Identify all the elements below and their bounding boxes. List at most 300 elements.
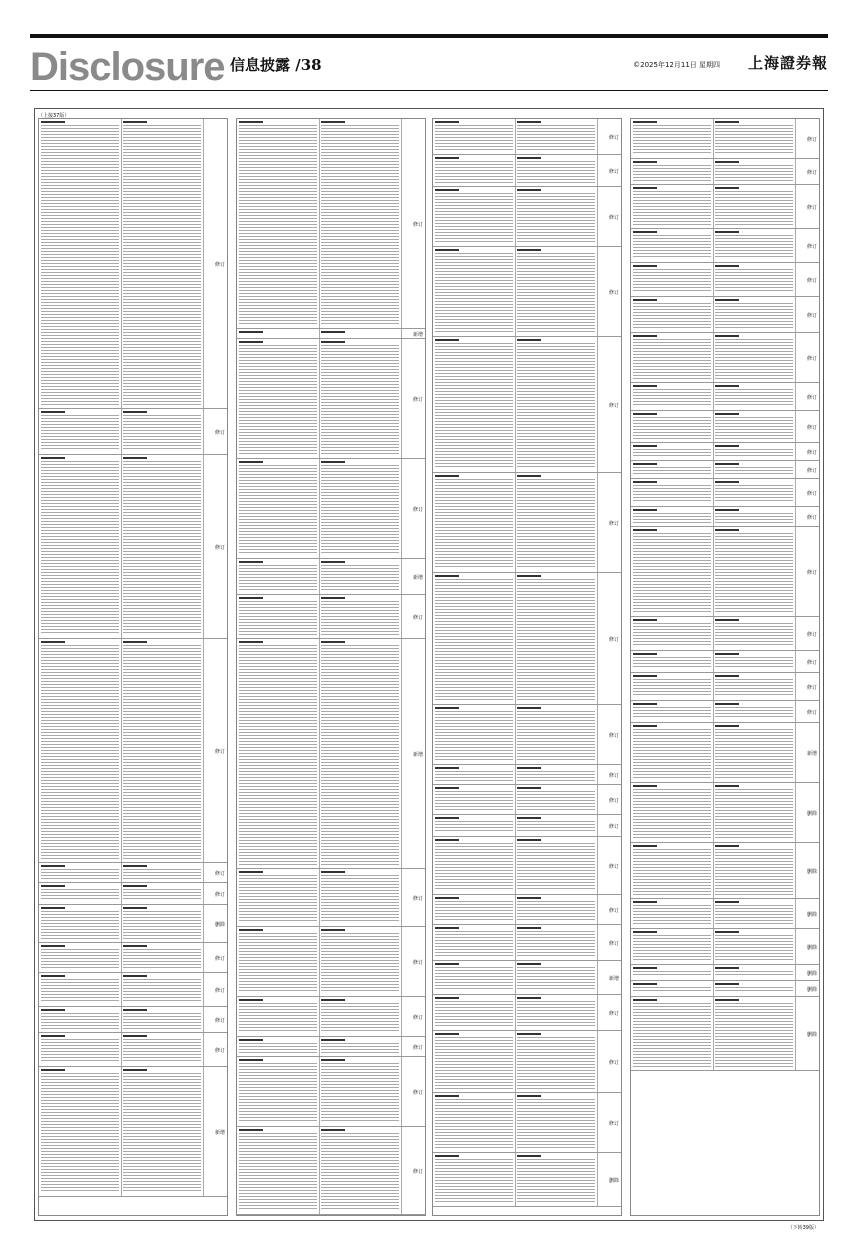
clause-heading xyxy=(633,509,657,511)
change-type-label: 删除 xyxy=(608,1178,619,1184)
clause-text xyxy=(321,465,399,555)
revised-clause-cell xyxy=(121,863,204,882)
clause-heading xyxy=(633,265,657,267)
clause-text xyxy=(517,193,595,243)
revised-clause-cell xyxy=(121,455,204,638)
clause-text xyxy=(435,579,513,701)
change-type-label: 修订 xyxy=(214,1048,225,1054)
table-column-1 xyxy=(38,118,228,1216)
revised-clause-cell xyxy=(121,119,204,408)
table-row xyxy=(631,229,819,263)
clause-text xyxy=(321,933,399,993)
change-type-label: 修订 xyxy=(608,637,619,643)
change-type-label: 删除 xyxy=(214,922,225,928)
revised-clause-cell xyxy=(121,639,204,862)
clause-heading xyxy=(633,785,657,787)
clause-text xyxy=(715,485,793,503)
clause-heading xyxy=(435,1095,459,1097)
clause-heading xyxy=(123,1035,147,1037)
clause-heading xyxy=(517,475,541,477)
revised-clause-cell xyxy=(319,639,402,868)
clause-heading xyxy=(715,413,739,415)
clause-text xyxy=(715,971,793,977)
original-clause-cell xyxy=(237,459,320,558)
change-type-label: 修订 xyxy=(608,521,619,527)
clause-text xyxy=(633,513,711,523)
clause-heading xyxy=(435,1033,459,1035)
original-clause-cell xyxy=(39,1067,122,1196)
clause-text xyxy=(633,165,711,181)
clause-text xyxy=(633,449,711,457)
original-clause-cell xyxy=(237,595,320,638)
clause-text xyxy=(41,1073,119,1193)
clause-heading xyxy=(517,1155,541,1157)
revised-clause-cell xyxy=(319,559,402,594)
clause-text xyxy=(633,533,711,613)
clause-text xyxy=(321,875,399,923)
clause-heading xyxy=(239,929,263,931)
clause-heading xyxy=(633,231,657,233)
clause-heading xyxy=(435,121,459,123)
revised-clause-cell xyxy=(319,1057,402,1126)
change-type-label: 修订 xyxy=(806,632,817,638)
change-type-label: 修订 xyxy=(412,397,423,403)
clause-text xyxy=(517,967,595,991)
clause-text xyxy=(435,1159,513,1203)
table-row xyxy=(433,473,621,573)
clause-text xyxy=(123,869,201,879)
original-clause-cell xyxy=(631,119,714,158)
original-clause-cell xyxy=(631,617,714,650)
change-type-label: 修订 xyxy=(806,205,817,211)
clause-text xyxy=(239,645,317,865)
clause-text xyxy=(435,967,513,991)
table-row xyxy=(631,185,819,229)
clause-heading xyxy=(435,1155,459,1157)
clause-heading xyxy=(123,411,147,413)
table-row xyxy=(631,783,819,843)
masthead-top-rule xyxy=(30,34,828,38)
original-clause-cell xyxy=(631,229,714,262)
clause-text xyxy=(321,601,399,635)
original-clause-cell xyxy=(39,905,122,942)
revised-clause-cell xyxy=(515,705,598,764)
change-type-label: 修订 xyxy=(806,244,817,250)
table-row xyxy=(237,927,425,997)
clause-heading xyxy=(123,945,147,947)
clause-heading xyxy=(123,457,147,459)
clause-text xyxy=(123,889,201,901)
clause-heading xyxy=(715,121,739,123)
change-type-label: 修订 xyxy=(806,278,817,284)
clause-heading xyxy=(239,121,263,123)
revised-clause-cell xyxy=(713,783,796,842)
clause-heading xyxy=(633,385,657,387)
table-row xyxy=(39,863,227,883)
original-clause-cell xyxy=(237,869,320,926)
clause-text xyxy=(517,771,595,781)
change-type-label: 修订 xyxy=(412,507,423,513)
masthead-bottom-rule xyxy=(30,90,828,91)
original-clause-cell xyxy=(433,337,516,472)
clause-heading xyxy=(633,463,657,465)
clause-heading xyxy=(715,481,739,483)
clause-heading xyxy=(633,675,657,677)
change-type-label: 修订 xyxy=(412,615,423,621)
change-type-label: 新增 xyxy=(806,751,817,757)
table-row xyxy=(39,1033,227,1067)
clause-text xyxy=(633,191,711,225)
original-clause-cell xyxy=(631,673,714,700)
table-row xyxy=(433,837,621,895)
revised-clause-cell xyxy=(515,247,598,336)
revised-clause-cell xyxy=(515,119,598,154)
change-type-label: 删除 xyxy=(806,811,817,817)
clause-text xyxy=(517,1001,595,1027)
revised-clause-cell xyxy=(713,479,796,506)
clause-text xyxy=(633,303,711,329)
change-type-label: 修订 xyxy=(608,908,619,914)
revised-clause-cell xyxy=(713,843,796,898)
clause-heading xyxy=(517,249,541,251)
clause-text xyxy=(715,623,793,647)
clause-heading xyxy=(633,413,657,415)
clause-heading xyxy=(321,1039,345,1041)
clause-heading xyxy=(435,767,459,769)
clause-text xyxy=(41,949,119,969)
clause-text xyxy=(517,1099,595,1149)
clause-heading xyxy=(123,907,147,909)
table-row xyxy=(237,639,425,869)
clause-text xyxy=(239,1003,317,1033)
original-clause-cell xyxy=(631,651,714,672)
change-type-label: 删除 xyxy=(806,945,817,951)
clause-text xyxy=(239,1133,317,1211)
change-type-label: 修订 xyxy=(806,170,817,176)
clause-text xyxy=(633,729,711,779)
clause-heading xyxy=(435,249,459,251)
clause-heading xyxy=(715,187,739,189)
table-row xyxy=(433,815,621,837)
clause-text xyxy=(715,935,793,961)
change-type-label: 修订 xyxy=(806,137,817,143)
original-clause-cell xyxy=(631,159,714,184)
change-type-label: 新增 xyxy=(412,575,423,581)
revised-clause-cell xyxy=(713,527,796,616)
change-type-label: 修订 xyxy=(214,262,225,268)
clause-text xyxy=(239,565,317,591)
table-row xyxy=(631,527,819,617)
original-clause-cell xyxy=(433,837,516,894)
clause-heading xyxy=(517,157,541,159)
clause-heading xyxy=(41,457,65,459)
change-type-label: 修订 xyxy=(806,685,817,691)
table-row xyxy=(631,507,819,527)
revised-clause-cell xyxy=(121,409,204,454)
clause-heading xyxy=(517,817,541,819)
clause-text xyxy=(517,901,595,921)
table-row xyxy=(39,455,227,639)
original-clause-cell xyxy=(631,479,714,506)
clause-heading xyxy=(633,999,657,1001)
clause-text xyxy=(517,479,595,569)
clause-text xyxy=(123,1073,201,1193)
original-clause-cell xyxy=(631,185,714,228)
table-row xyxy=(237,595,425,639)
change-type-label: 修订 xyxy=(412,1015,423,1021)
clause-heading xyxy=(633,481,657,483)
clause-text xyxy=(321,1063,399,1123)
change-type-label: 修订 xyxy=(214,988,225,994)
table-row xyxy=(631,929,819,965)
clause-text xyxy=(517,579,595,701)
revised-clause-cell xyxy=(713,701,796,722)
original-clause-cell xyxy=(631,965,714,980)
original-clause-cell xyxy=(39,639,122,862)
change-type-label: 修订 xyxy=(214,1018,225,1024)
revised-clause-cell xyxy=(121,1033,204,1066)
change-type-label: 删除 xyxy=(806,1032,817,1038)
table-column-4 xyxy=(630,118,820,1216)
original-clause-cell xyxy=(433,1031,516,1092)
revised-clause-cell xyxy=(713,997,796,1070)
table-column-2 xyxy=(236,118,426,1216)
change-type-label: 修订 xyxy=(214,749,225,755)
revised-clause-cell xyxy=(515,473,598,572)
change-type-label: 修订 xyxy=(214,871,225,877)
clause-heading xyxy=(633,445,657,447)
revised-clause-cell xyxy=(713,965,796,980)
table-row xyxy=(631,899,819,929)
clause-text xyxy=(517,843,595,891)
clause-heading xyxy=(715,161,739,163)
clause-heading xyxy=(517,189,541,191)
table-row xyxy=(433,573,621,705)
table-column-3 xyxy=(432,118,622,1216)
table-row xyxy=(631,461,819,479)
clause-heading xyxy=(239,1059,263,1061)
change-type-label: 修订 xyxy=(806,491,817,497)
original-clause-cell xyxy=(631,527,714,616)
clause-heading xyxy=(123,641,147,643)
change-type-label: 修订 xyxy=(806,356,817,362)
table-row xyxy=(631,159,819,185)
original-clause-cell xyxy=(433,119,516,154)
change-type-label: 删除 xyxy=(806,987,817,993)
clause-heading xyxy=(633,983,657,985)
clause-heading xyxy=(633,161,657,163)
clause-text xyxy=(435,1037,513,1089)
original-clause-cell xyxy=(39,883,122,904)
change-type-label: 修订 xyxy=(806,660,817,666)
original-clause-cell xyxy=(39,455,122,638)
clause-heading xyxy=(435,475,459,477)
revised-clause-cell xyxy=(121,973,204,1006)
change-type-label: 修订 xyxy=(412,222,423,228)
revised-clause-cell xyxy=(319,869,402,926)
clause-heading xyxy=(517,963,541,965)
clause-heading xyxy=(239,597,263,599)
table-row xyxy=(237,1037,425,1057)
clause-heading xyxy=(435,707,459,709)
clause-heading xyxy=(715,335,739,337)
original-clause-cell xyxy=(237,119,320,328)
clause-heading xyxy=(239,561,263,563)
table-row xyxy=(433,995,621,1031)
clause-text xyxy=(715,417,793,439)
revised-clause-cell xyxy=(713,333,796,382)
table-row xyxy=(433,187,621,247)
continued-from-note: （上接37版） xyxy=(38,113,70,119)
clause-text xyxy=(633,789,711,839)
clause-heading xyxy=(41,865,65,867)
change-type-label: 新增 xyxy=(608,976,619,982)
clause-heading xyxy=(41,1069,65,1071)
clause-text xyxy=(123,979,201,1003)
table-row xyxy=(433,705,621,765)
clause-heading xyxy=(321,1129,345,1131)
clause-heading xyxy=(435,157,459,159)
clause-heading xyxy=(321,871,345,873)
clause-text xyxy=(435,1001,513,1027)
revised-clause-cell xyxy=(713,119,796,158)
clause-heading xyxy=(435,963,459,965)
change-type-label: 修订 xyxy=(608,733,619,739)
original-clause-cell xyxy=(433,187,516,246)
clause-heading xyxy=(633,619,657,621)
revised-clause-cell xyxy=(121,883,204,904)
original-clause-cell xyxy=(39,119,122,408)
original-clause-cell xyxy=(433,473,516,572)
revised-clause-cell xyxy=(319,459,402,558)
clause-text xyxy=(435,253,513,333)
table-row xyxy=(631,701,819,723)
clause-heading xyxy=(517,339,541,341)
clause-heading xyxy=(715,299,739,301)
clause-heading xyxy=(435,839,459,841)
clause-heading xyxy=(633,529,657,531)
clause-text xyxy=(517,931,595,957)
change-type-label: 修订 xyxy=(608,864,619,870)
clause-heading xyxy=(321,331,345,333)
clause-text xyxy=(715,235,793,259)
masthead xyxy=(30,45,828,89)
clause-text xyxy=(123,911,201,939)
clause-heading xyxy=(123,1069,147,1071)
clause-heading xyxy=(517,927,541,929)
brand-wordmark: Disclosure xyxy=(30,45,225,89)
original-clause-cell xyxy=(237,329,320,338)
clause-text xyxy=(123,1039,201,1063)
clause-heading xyxy=(41,641,65,643)
change-type-label: 删除 xyxy=(806,971,817,977)
clause-text xyxy=(239,601,317,635)
clause-heading xyxy=(633,335,657,337)
table-row xyxy=(433,961,621,995)
clause-text xyxy=(435,711,513,761)
clause-heading xyxy=(633,931,657,933)
change-type-label: 修订 xyxy=(806,710,817,716)
clause-text xyxy=(633,269,711,293)
table-row xyxy=(237,559,425,595)
revised-clause-cell xyxy=(319,1037,402,1056)
change-type-label: 修订 xyxy=(412,1090,423,1096)
change-type-label: 修订 xyxy=(214,892,225,898)
clause-text xyxy=(321,125,399,325)
original-clause-cell xyxy=(433,961,516,994)
clause-heading xyxy=(633,121,657,123)
original-clause-cell xyxy=(433,705,516,764)
original-clause-cell xyxy=(631,443,714,460)
clause-text xyxy=(715,533,793,613)
clause-heading xyxy=(715,265,739,267)
clause-text xyxy=(321,345,399,455)
clause-text xyxy=(517,343,595,469)
original-clause-cell xyxy=(631,461,714,478)
original-clause-cell xyxy=(631,297,714,332)
change-type-label: 新增 xyxy=(412,332,423,338)
clause-text xyxy=(715,987,793,993)
clause-heading xyxy=(715,999,739,1001)
original-clause-cell xyxy=(39,943,122,972)
continued-to-note: （下转39版） xyxy=(787,1225,819,1231)
clause-text xyxy=(239,125,317,325)
revised-clause-cell xyxy=(515,1153,598,1206)
clause-text xyxy=(715,339,793,379)
revised-clause-cell xyxy=(121,943,204,972)
revised-clause-cell xyxy=(319,927,402,996)
clause-heading xyxy=(517,1095,541,1097)
original-clause-cell xyxy=(237,559,320,594)
table-row xyxy=(237,1057,425,1127)
original-clause-cell xyxy=(631,701,714,722)
original-clause-cell xyxy=(237,997,320,1036)
clause-text xyxy=(435,1099,513,1149)
clause-heading xyxy=(715,901,739,903)
revised-clause-cell xyxy=(713,229,796,262)
clause-heading xyxy=(321,929,345,931)
clause-text xyxy=(239,875,317,923)
table-row xyxy=(631,479,819,507)
clause-heading xyxy=(715,653,739,655)
clause-text xyxy=(321,565,399,591)
table-row xyxy=(433,155,621,187)
clause-heading xyxy=(41,945,65,947)
revised-clause-cell xyxy=(713,651,796,672)
clause-text xyxy=(435,193,513,243)
table-row xyxy=(631,981,819,997)
clause-text xyxy=(715,789,793,839)
clause-heading xyxy=(239,641,263,643)
clause-text xyxy=(633,417,711,439)
clause-heading xyxy=(123,975,147,977)
clause-text xyxy=(435,791,513,811)
table-row xyxy=(433,1153,621,1207)
revised-clause-cell xyxy=(319,329,402,338)
revised-clause-cell xyxy=(713,929,796,964)
clause-text xyxy=(41,1013,119,1029)
table-row xyxy=(631,383,819,411)
table-row xyxy=(39,883,227,905)
change-type-label: 修订 xyxy=(806,468,817,474)
table-row xyxy=(39,973,227,1007)
change-type-label: 修订 xyxy=(608,290,619,296)
clause-heading xyxy=(517,121,541,123)
revised-clause-cell xyxy=(713,185,796,228)
clause-heading xyxy=(633,725,657,727)
revised-clause-cell xyxy=(713,411,796,442)
clause-heading xyxy=(239,461,263,463)
